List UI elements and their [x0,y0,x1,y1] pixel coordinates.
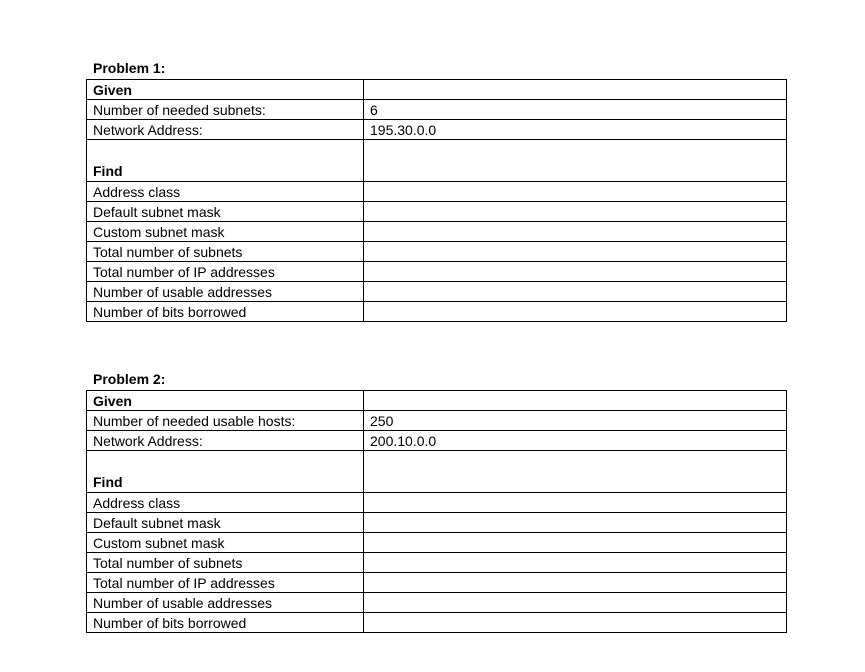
table-row [87,120,787,140]
find-label: Address class [87,493,364,513]
table-row [87,182,787,202]
table-row [87,411,787,431]
table-row [87,573,787,593]
problem-table [86,390,787,633]
answer-cell[interactable] [364,391,787,411]
table-row [87,80,787,100]
answer-cell[interactable] [364,593,787,613]
answer-cell[interactable] [364,302,787,322]
answer-cell[interactable] [364,451,787,493]
problem-title: Problem 1: [93,60,166,76]
table-row [87,553,787,573]
table-row [87,593,787,613]
table-row [87,222,787,242]
find-header: Find [87,451,364,493]
table-row [87,100,787,120]
table-row [87,533,787,553]
given-value: 6 [364,100,787,120]
given-header: Given [87,80,364,100]
find-label: Number of bits borrowed [87,302,364,322]
given-header: Given [87,391,364,411]
problem-title: Problem 2: [93,371,166,387]
find-label: Default subnet mask [87,513,364,533]
answer-cell[interactable] [364,553,787,573]
table-row [87,140,787,182]
table-row [87,391,787,411]
table-row [87,262,787,282]
table-row [87,202,787,222]
find-label: Default subnet mask [87,202,364,222]
answer-cell[interactable] [364,573,787,593]
answer-cell[interactable] [364,493,787,513]
answer-cell[interactable] [364,613,787,633]
given-label: Number of needed subnets: [87,100,364,120]
answer-cell[interactable] [364,182,787,202]
table-row [87,242,787,262]
answer-cell[interactable] [364,513,787,533]
table-row [87,431,787,451]
find-label: Total number of subnets [87,242,364,262]
answer-cell[interactable] [364,242,787,262]
given-label: Network Address: [87,431,364,451]
given-value: 195.30.0.0 [364,120,787,140]
answer-cell[interactable] [364,222,787,242]
table-row [87,451,787,493]
table-row [87,493,787,513]
find-label: Number of usable addresses [87,282,364,302]
find-label: Total number of IP addresses [87,262,364,282]
answer-cell[interactable] [364,262,787,282]
find-label: Custom subnet mask [87,533,364,553]
problem-1-section [86,58,786,322]
answer-cell[interactable] [364,140,787,182]
find-label: Total number of IP addresses [87,573,364,593]
answer-cell[interactable] [364,202,787,222]
answer-cell[interactable] [364,533,787,553]
given-label: Number of needed usable hosts: [87,411,364,431]
answer-cell[interactable] [364,282,787,302]
problem-table [86,79,787,322]
table-row [87,282,787,302]
find-header: Find [87,140,364,182]
given-label: Network Address: [87,120,364,140]
table-row [87,302,787,322]
given-value: 200.10.0.0 [364,431,787,451]
find-label: Address class [87,182,364,202]
find-label: Number of usable addresses [87,593,364,613]
find-label: Custom subnet mask [87,222,364,242]
find-label: Number of bits borrowed [87,613,364,633]
find-label: Total number of subnets [87,553,364,573]
table-row [87,613,787,633]
answer-cell[interactable] [364,80,787,100]
table-row [87,513,787,533]
given-value: 250 [364,411,787,431]
problem-2-section [86,369,786,633]
